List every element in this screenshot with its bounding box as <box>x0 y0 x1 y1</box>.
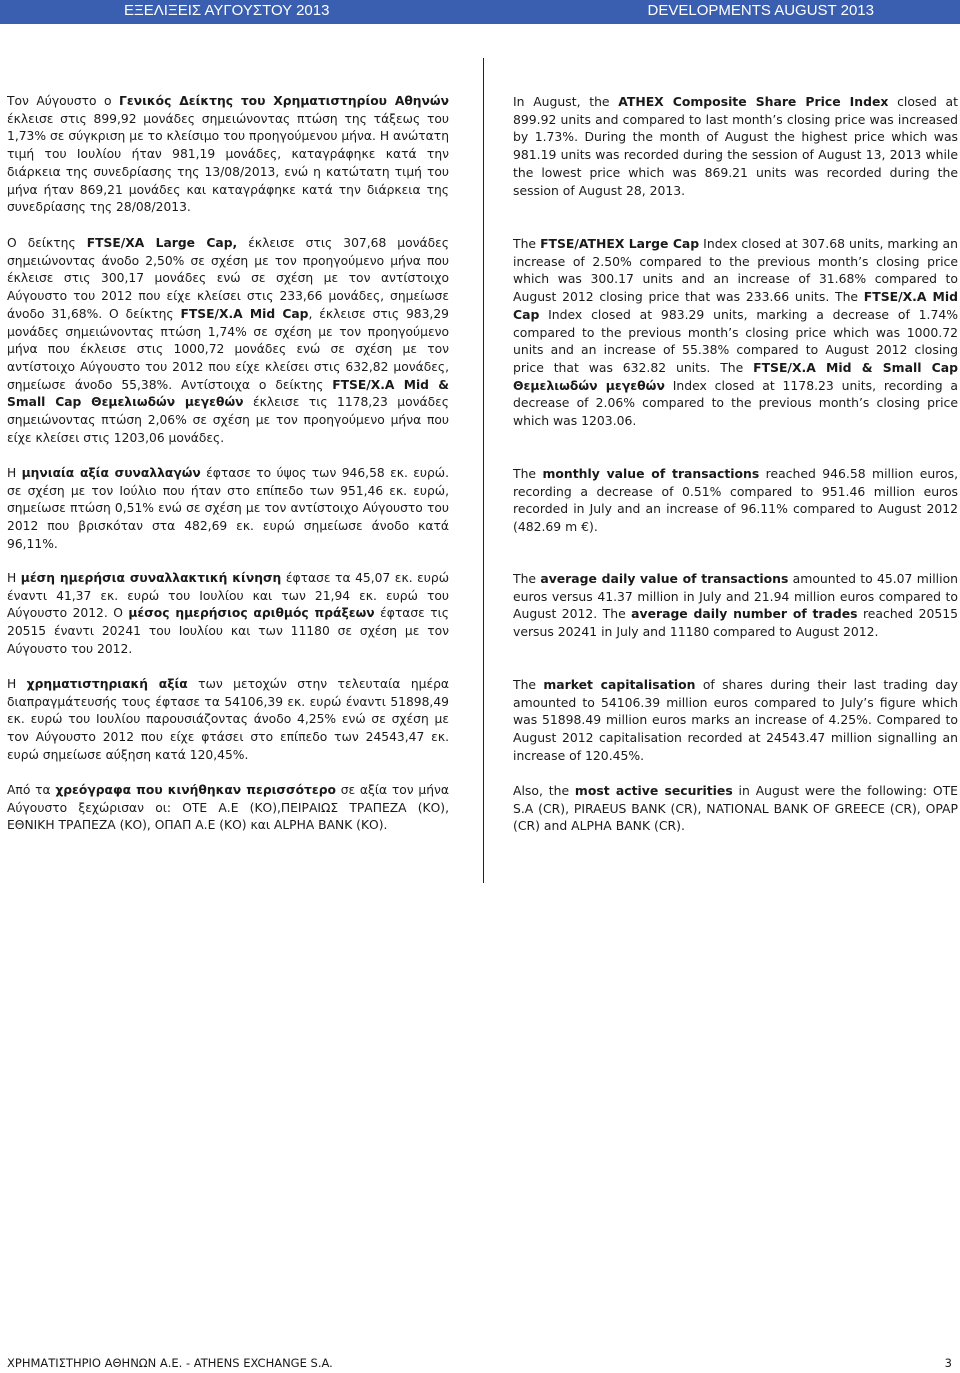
highlight: FTSE/X.A Mid & Small Cap Θεμελιωδών μεγεθών <box>7 377 449 410</box>
highlight: μηνιαία αξία συναλλαγών <box>21 466 201 480</box>
page-number: 3 <box>944 1356 952 1370</box>
highlight: monthly value of transactions <box>542 466 760 481</box>
highlight: average daily value of transactions <box>540 571 789 586</box>
english-paragraph-general-index: In August, the ATHEX Composite Share Price Index closed at 899.92 units and compared to last month’s closing price was increased by 1.73%. During the month of August the highest price which was 981.19 units was recorded during the session of August 13, 2013 while the lowest price which was 869.21 units was recorded during the session of August 28, 2013. <box>513 94 959 198</box>
highlight: ATHEX Composite Share Price Index <box>618 94 889 109</box>
highlight: μέση ημερήσια συναλλακτική κίνηση <box>20 571 282 585</box>
highlight: most active securities <box>574 783 733 798</box>
highlight: Γενικός Δείκτης του Χρηματιστηρίου Αθηνών <box>119 94 449 108</box>
english-paragraph-monthly-value: The monthly value of transactions reached 946.58 million euros, recording a decrease of 0.51% compared to 951.46 million euros recorded in July and an increase of 96.11% compared to August 2012 (482.69 m €). <box>513 466 959 535</box>
highlight: χρηματιστηριακή αξία <box>26 677 188 691</box>
highlight: FTSE/X.A Mid & Small Cap Θεμελιωδών μεγεθών <box>513 359 958 393</box>
greek-paragraph-ftse-indices: Ο δείκτης FTSE/ΧΑ Large Cap, έκλεισε στις 307,68 μονάδες σημειώνοντας άνοδο 2,50% σε σχέση με τον προηγούμενο μήνα που έκλεισε στις 300,17 μονάδες ενώ σε σχέση με τον αντίστοιχο Αύγουστο του 2012 που είχε κλείσει στις 233,66 μονάδες, σημείωσε άνοδο 31,68%. Ο δείκτης FTSE/X.A Mid Cap, έκλεισε στις 983,29 μονάδες σημειώνοντας πτώση 1,74% σε σχέση με τον προηγούμενο μήνα που έκλεισε στις 1000,72 μονάδες ενώ σε σχέση με τον αντίστοιχο Αύγουστο του 2012 που είχε κλείσει στις 632,82 μονάδες, σημείωσε άνοδο 55,38%. Αντίστοιχα ο δείκτης FTSE/X.A Mid & Small Cap Θεμελιωδών μεγεθών έκλεισε τις 1178,23 μονάδες σημειώνοντας πτώση 2,06% σε σχέση με τον προηγούμενο μήνα που είχε κλείσει στις 1203,06 μονάδες. <box>7 236 449 445</box>
greek-paragraph-daily-activity: Η μέση ημερήσια συναλλακτική κίνηση έφτασε τα 45,07 εκ. ευρώ έναντι 41,37 εκ. ευρώ του Ιουλίου και των 21,94 εκ. ευρώ του Αύγουστο 2012. Ο μέσος ημερήσιος αριθμός πράξεων έφτασε τις 20515 έναντι 20241 του Ιουλίου και των 11180 σε σχέση με τον Αύγουστο του 2012. <box>7 571 450 656</box>
header-title-greek: ΕΞΕΛΙΞΕΙΣ ΑΥΓΟΥΣΤΟΥ 2013 <box>124 2 330 19</box>
greek-paragraph-active-securities: Από τα χρεόγραφα που κινήθηκαν περισσότερο σε αξία τον μήνα Αύγουστο ξεχώρισαν οι: ΟΤΕ Α.Ε (ΚΟ),ΠΕΙΡΑΙΩΣ ΤΡΑΠΕΖΑ (ΚΟ), ΕΘΝΙΚΗ ΤΡΑΠΕΖΑ (ΚΟ), ΟΠΑΠ Α.Ε (ΚΟ) και ALPHA BANK (ΚΟ). <box>7 783 449 833</box>
english-paragraph-ftse-indices: The FTSE/ATHEX Large Cap Index closed at 307.68 units, marking an increase of 2.50% compared to the previous month’s closing price which was 300.17 units and an increase of 31.68% compared to August 2012 closing price that was 233.66 units. The FTSE/X.A Mid Cap Index closed at 983.29 units, marking a decrease of 1.74% compared to the previous month’s closing price which was 1000.72 units and an increase of 55.38% compared to August 2012 closing price that was 632.82 units. The FTSE/X.A Mid & Small Cap Θεμελιωδών μεγεθών Index closed at 1178.23 units, recording a decrease of 2.06% compared to the previous month’s closing price which was 1203.06. <box>513 236 958 429</box>
highlight: market capitalisation <box>543 677 696 692</box>
english-paragraph-active-securities: Also, the most active securities in August were the following: OTE S.A (CR), PIRAEUS BANK (CR), NATIONAL BANK OF GREECE (CR), OPAP (CR) and ALPHA BANK (CR). <box>513 783 958 834</box>
greek-paragraph-market-cap: Η χρηματιστηριακή αξία των μετοχών στην τελευταία ημέρα διαπραγμάτευσής τους έφτασε τα 54106,39 εκ. ευρώ έναντι 51898,49 εκ. ευρώ του Ιουλίου παρουσιάζοντας άνοδο 4,25% ενώ σε σχέση με τον Αύγουστο 2012 που είχε φτάσει στο επίπεδο των 24543,47 εκ. ευρώ σημείωσε αύξηση κατά 120,45%. <box>7 677 450 762</box>
english-paragraph-daily-activity: The average daily value of transactions amounted to 45.07 million euros versus 41.37 million in July and 21.94 million euros compared to August 2012. The average daily number of trades reached 20515 versus 20241 in July and 11180 compared to August 2012. <box>513 571 958 640</box>
highlight: χρεόγραφα που κινήθηκαν περισσότερο <box>55 783 336 797</box>
highlight: FTSE/X.A Mid Cap <box>180 306 309 321</box>
highlight: FTSE/ATHEX Large Cap <box>540 236 700 251</box>
highlight: average daily number of trades <box>631 606 858 622</box>
footer-company-name: ΧΡΗΜΑΤΙΣΤΗΡΙΟ ΑΘΗΝΩΝ Α.Ε. - ATHENS EXCHANGE S.A. <box>7 1356 333 1370</box>
highlight: μέσος ημερήσιος αριθμός πράξεων <box>128 606 375 621</box>
header-title-english: DEVELOPMENTS AUGUST 2013 <box>647 2 874 19</box>
english-paragraph-market-cap: The market capitalisation of shares during their last trading day amounted to 54106.39 million euros compared to July’s figure which was 51898.49 million euros marks an increase of 4.25%. Compared to August 2012 capitalisation recorded at 24543.47 million signalling an increase of 120.45%. <box>513 677 958 763</box>
greek-paragraph-general-index: Τον Αύγουστο ο Γενικός Δείκτης του Χρηματιστηρίου Αθηνών έκλεισε στις 899,92 μονάδες σημειώνοντας πτώση της τάξεως του 1,73% σε σύγκριση με το κλείσιμο του προηγούμενου μήνα. Η ανώτατη τιμή του Ιουλίου ήταν 981,19 μονάδες, καταγράφηκε κατά την διάρκεια της συνεδρίασης της 13/08/2013, ενώ η κατώτατη τιμή του μήνα ήταν 869,21 μονάδες και καταγράφηκε κατά την διάρκεια της συνεδρίασης της 28/08/2013. <box>7 94 449 215</box>
highlight: FTSE/X.A Mid Cap <box>513 289 958 322</box>
greek-paragraph-monthly-value: Η μηνιαία αξία συναλλαγών έφτασε το ύψος των 946,58 εκ. ευρώ. σε σχέση με τον Ιούλιο που ήταν στο επίπεδο των 951,46 εκ. ευρώ, σημείωσε πτώση 0,51% ενώ σε σχέση με τον αντίστοιχο Αύγουστο του 2012 που βρισκόταν στα 482,69 εκ. ευρώ σημείωσε άνοδο κατά 96,11%. <box>7 466 449 551</box>
column-divider <box>483 58 484 883</box>
highlight: FTSE/ΧΑ Large Cap, <box>86 236 238 250</box>
page-header <box>0 0 960 24</box>
